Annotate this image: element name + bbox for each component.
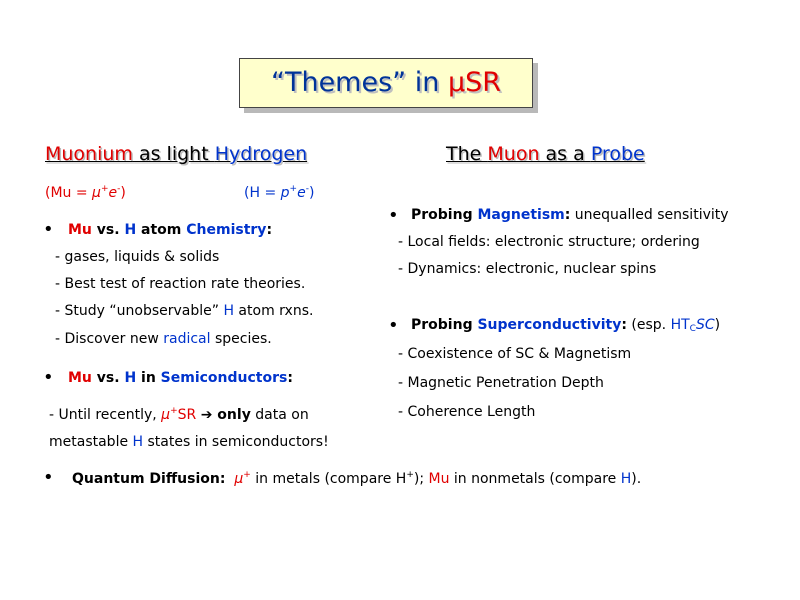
bullet-quantum-diffusion: Quantum Diffusion: µ+ in metals (compare H+); Mu in nonmetals (compare H). (72, 470, 642, 487)
slide-title: “Themes” in µSR (270, 67, 502, 98)
sc-line-2: - Magnetic Penetration Depth (398, 375, 604, 391)
chem-line-1: - gases, liquids & solids (55, 249, 220, 265)
bullet-superconductivity: Probing Superconductivity: (esp. $HT_CSC$) (411, 317, 721, 334)
bullet-icon: • (388, 205, 399, 226)
chem-line-3: - Study “unobservable” H atom rxns. (55, 303, 314, 319)
sc-line-1: - Coexistence of SC & Magnetism (398, 346, 632, 362)
formula-mu: (Mu = µ+e-) (45, 184, 126, 201)
title-box (239, 58, 533, 108)
arrow-right-icon: ➔ (200, 407, 213, 423)
bullet-semiconductors: Mu vs. H in Semiconductors: (68, 370, 293, 386)
chem-line-4: - Discover new radical species. (55, 331, 272, 347)
semi-line-2: metastable H states in semiconductors! (49, 434, 329, 450)
bullet-icon: • (43, 467, 54, 488)
sc-line-3: - Coherence Length (398, 404, 536, 420)
left-heading: Muonium as light Hydrogen (45, 143, 308, 165)
mag-line-1: - Local fields: electronic structure; ordering (398, 234, 700, 250)
bullet-chemistry: Mu vs. H atom Chemistry: (68, 222, 273, 238)
semi-line-1: - Until recently, µ+SR ➔ only data on (49, 406, 309, 423)
bullet-icon: • (388, 315, 399, 336)
right-heading: The Muon as a Probe (446, 143, 645, 165)
bullet-icon: • (43, 367, 54, 388)
chem-line-2: - Best test of reaction rate theories. (55, 276, 306, 292)
mag-line-2: - Dynamics: electronic, nuclear spins (398, 261, 657, 277)
bullet-magnetism: Probing Magnetism: unequalled sensitivity (411, 207, 729, 223)
bullet-icon: • (43, 219, 54, 240)
formula-h: (H = p+e-) (244, 184, 315, 201)
